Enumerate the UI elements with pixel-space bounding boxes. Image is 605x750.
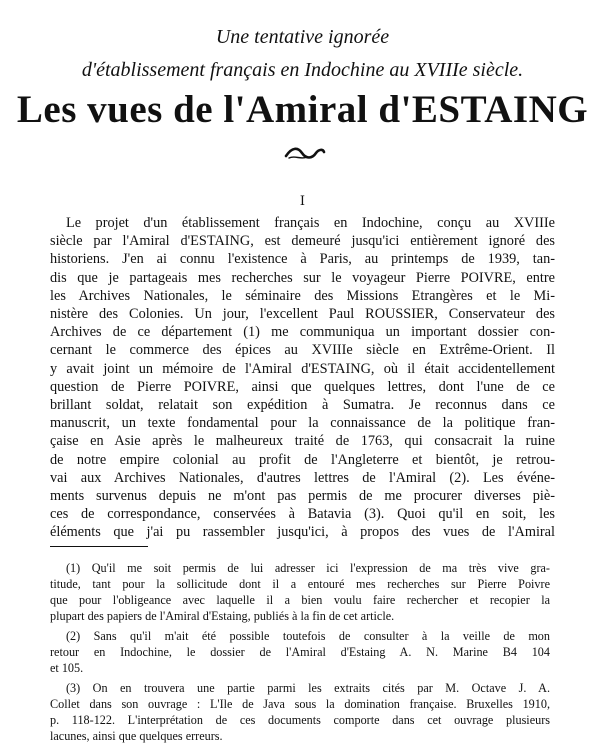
body-line: ces de correspondance, conservées à Batavia (3). Quoi qu'il en soit, les [50,506,555,523]
body-line: éléments que j'ai pu rassembler jusqu'ici, à propos des vues de l'Amiral [50,524,555,541]
body-line: y avait joint un mémoire de l'Amiral d'ESTAING, où il était accidentellement [50,360,555,377]
body-line: les Archives Nationales, le séminaire des Missions Etrangères et le Mi- [50,287,555,304]
body-line: Le projet d'un établissement français en Indochine, conçu au XVIIIe [66,215,555,231]
body-line: manuscrit, un texte fondamental pour la connaissance de la politique fran- [50,415,555,432]
body-line: de notre empire colonial au profit de l'Angleterre et bientôt, je retrou- [50,451,555,468]
footnote-1-line: titude, tant pour la sollicitude dont il a entouré mes recherches sur Pierre Poivre [50,577,550,591]
footnote-2-line: et 105. [50,661,84,675]
body-line: vai aux Archives Nationales, d'autres lettres de l'Amiral (2). Les événe- [50,469,555,486]
main-title: Les vues de l'Amiral d'ESTAING [16,88,589,131]
footnote-2-line: retour en Indochine, le dossier de l'Amiral d'Estaing A. N. Marine B4 104 [50,645,550,659]
footnote-3-line: p. 118-122. L'interprétation de ces documents comporte dans cet ouvrage plusieurs [50,713,550,727]
footnote-1-line: (1) Qu'il me soit permis de lui adresser ici l'expression de ma très vive gra- [66,561,550,575]
body-line: çaise en Asie après le malheureux traité de 1763, qui consacrait la ruine [50,433,555,450]
body-line: brillant soldat, relatait son expédition à Sumatra. Je reconnus dans ce [50,397,555,413]
footnote-1-line: plupart des papiers de l'Amiral d'Estaing, publiés à la fin de cet article. [50,609,395,623]
footnote-3-line: lacunes, ainsi que quelques erreurs. [50,729,223,743]
pre-title-line-1: Une tentative ignorée [215,26,390,48]
swash-ornament-icon [283,145,327,161]
footnote-3-line: (3) On en trouvera une partie parmi les extraits cités par M. Octave J. A. [66,681,550,695]
footnote-2-line: (2) Sans qu'il m'ait été possible toutefois de consulter à la veille de mon [66,629,550,643]
body-line: nistère des Colonies. Un jour, l'excellent Paul ROUSSIER, Conservateur des [50,306,555,322]
section-number: I [299,194,306,209]
body-line: question de Pierre POIVRE, ainsi que quelques lettres, dont l'une de ce [50,378,555,395]
footnote-separator [50,546,148,547]
body-line: dis que je partageais mes recherches sur le voyageur Pierre POIVRE, entre [50,269,555,286]
body-line: siècle par l'Amiral d'ESTAING, est demeuré jusqu'ici entièrement ignoré des [50,233,555,250]
footnote-3-line: Collet dans son ouvrage : L'Ile de Java sous la domination française. Bruxelles 1910, [50,697,550,711]
pre-title-line-2: d'établissement français en Indochine au XVIIIe siècle. [81,59,524,81]
body-line: historiens. J'en ai connu l'existence à Paris, au printemps de 1939, tan- [50,251,555,268]
footnote-1-line: que pour l'obligeance avec laquelle il a bien voulu faire rechercher et recopier la [50,593,550,607]
body-line: Archives de ce département (1) me communiqua un important dossier con- [50,324,555,341]
body-line: cernant le commerce des épices au XVIIIe siècle en Extrême-Orient. Il [50,342,555,359]
body-line: ments survenus depuis ne m'ont pas permis de me procurer diverses piè- [50,488,555,504]
